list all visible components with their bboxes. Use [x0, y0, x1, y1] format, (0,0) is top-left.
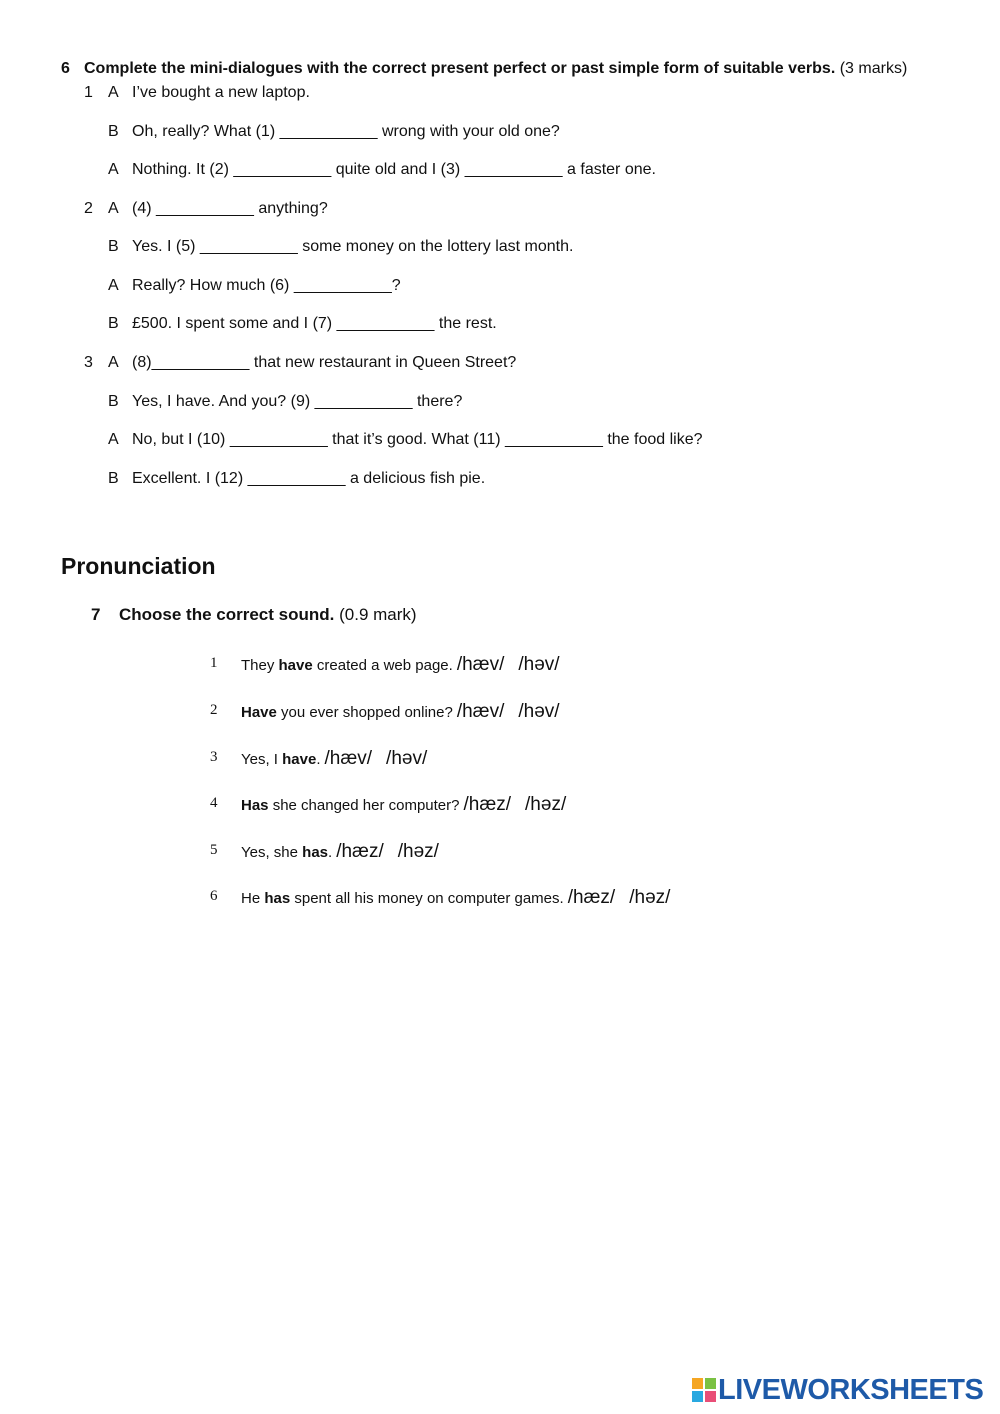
dialogue-text-continued: a delicious fish pie. — [345, 470, 486, 487]
sound-option[interactable]: /hæz/ — [567, 887, 616, 908]
dialogue-text-continued: a faster one. — [562, 161, 656, 178]
dialogue-text-continued: there? — [412, 393, 463, 410]
speaker-label: A — [108, 277, 119, 294]
exercise-marks: (3 marks) — [839, 60, 908, 77]
speaker-label: B — [108, 123, 119, 140]
answer-blank[interactable]: ___________ — [199, 238, 298, 255]
dialogue-text — [132, 354, 516, 372]
dialogue-text-start: No, but I (10) — [132, 431, 230, 448]
sound-option[interactable]: /hæv/ — [456, 654, 505, 675]
target-word: Has — [241, 797, 269, 814]
dialogue-number: 3 — [84, 354, 93, 371]
sentence-start: Yes, she — [241, 844, 303, 861]
dialogue-text — [132, 470, 485, 488]
dialogue-text-start: £500. I spent some and I (7) — [132, 315, 337, 332]
exercise-number: 6 — [61, 60, 70, 77]
item-sentence — [241, 887, 670, 909]
exercise-7-title — [91, 605, 417, 625]
sound-option[interactable]: /hæz/ — [336, 841, 384, 862]
dialogue-text — [132, 84, 310, 102]
dialogue-text-start: I’ve bought a new laptop. — [132, 84, 310, 101]
answer-blank[interactable]: ___________ — [314, 393, 413, 410]
sound-option[interactable]: /hæv/ — [324, 748, 373, 769]
answer-blank[interactable]: ___________ — [505, 431, 603, 448]
speaker-label: A — [108, 431, 119, 448]
speaker-label: A — [108, 161, 119, 178]
sentence-start: He — [241, 890, 265, 907]
item-sentence — [241, 654, 560, 676]
dialogue-text — [132, 238, 573, 256]
item-number: 3 — [210, 749, 218, 765]
exercise-6-title — [61, 60, 907, 78]
answer-blank[interactable]: ___________ — [293, 277, 392, 294]
dialogue-text — [132, 161, 656, 179]
target-word: has — [264, 890, 291, 907]
dialogue-text-continued: that it’s good. What (11) — [327, 431, 505, 448]
dialogue-text-continued: anything? — [253, 200, 328, 217]
dialogue-number: 2 — [84, 200, 93, 217]
answer-blank[interactable]: ___________ — [336, 315, 435, 332]
sound-option[interactable]: /hæz/ — [463, 794, 512, 815]
dialogue-text-continued: wrong with your old one? — [377, 123, 560, 140]
item-sentence — [241, 841, 439, 863]
speaker-label: A — [108, 200, 119, 217]
item-sentence — [241, 748, 427, 770]
answer-blank[interactable]: ___________ — [151, 354, 250, 371]
target-word: Have — [241, 704, 277, 721]
exercise-instruction: Complete the mini-dialogues with the correct present perfect or past simple form of suitable verbs. — [84, 60, 836, 77]
dialogue-text — [132, 431, 703, 449]
dialogue-text — [132, 315, 497, 333]
sound-option[interactable]: /həz/ — [397, 841, 439, 862]
dialogue-text — [132, 200, 328, 218]
item-number: 2 — [210, 702, 218, 718]
sound-option[interactable]: /həv/ — [386, 748, 428, 769]
answer-blank[interactable]: ___________ — [156, 200, 254, 217]
dialogue-text — [132, 277, 401, 295]
dialogue-text-continued: quite old and I (3) — [331, 161, 465, 178]
answer-blank[interactable]: ___________ — [279, 123, 378, 140]
answer-blank[interactable]: ___________ — [229, 431, 328, 448]
exercise-marks: (0.9 mark) — [339, 605, 417, 624]
speaker-label: B — [108, 315, 119, 332]
sentence-start: Yes, I — [241, 751, 283, 768]
item-number: 4 — [210, 795, 218, 811]
dialogue-text-start: (4) — [132, 200, 156, 217]
target-word: have — [278, 657, 313, 674]
sound-option[interactable]: /həz/ — [629, 887, 671, 908]
item-sentence — [241, 794, 566, 816]
speaker-label: A — [108, 84, 119, 101]
dialogue-text-continued: some money on the lottery last month. — [297, 238, 574, 255]
logo-text: LIVEWORKSHEETS — [718, 1374, 984, 1406]
dialogue-text-start: Excellent. I (12) — [132, 470, 248, 487]
sound-option[interactable]: /həz/ — [525, 794, 567, 815]
sound-option[interactable]: /həv/ — [518, 654, 560, 675]
sentence-end: . — [316, 751, 321, 768]
sentence-end: you ever shopped online? — [276, 704, 453, 721]
answer-blank[interactable]: ___________ — [464, 161, 563, 178]
dialogue-text — [132, 393, 462, 411]
dialogue-number: 1 — [84, 84, 93, 101]
section-heading: Pronunciation — [61, 553, 216, 579]
dialogue-text-start: Oh, really? What (1) — [132, 123, 280, 140]
dialogue-text-start: Yes. I (5) — [132, 238, 200, 255]
speaker-label: B — [108, 393, 119, 410]
dialogue-text-continued: the food like? — [602, 431, 703, 448]
dialogue-text-start: Yes, I have. And you? (9) — [132, 393, 315, 410]
speaker-label: B — [108, 470, 119, 487]
dialogue-text-start: Nothing. It (2) — [132, 161, 234, 178]
dialogue-text-continued: that new restaurant in Queen Street? — [249, 354, 517, 371]
sound-option[interactable]: /hæv/ — [456, 701, 505, 722]
sound-option[interactable]: /həv/ — [518, 701, 560, 722]
logo-mark-icon — [692, 1378, 716, 1402]
item-number: 6 — [210, 888, 218, 904]
item-number: 5 — [210, 842, 218, 858]
exercise-number: 7 — [91, 605, 101, 624]
dialogue-text-start: Really? How much (6) — [132, 277, 294, 294]
dialogue-text-continued: ? — [391, 277, 401, 294]
dialogue-text-start: (8) — [132, 354, 152, 371]
speaker-label: B — [108, 238, 119, 255]
exercise-instruction: Choose the correct sound. — [119, 605, 335, 624]
sentence-end: she changed her computer? — [268, 797, 460, 814]
dialogue-text — [132, 123, 560, 141]
speaker-label: A — [108, 354, 119, 371]
item-number: 1 — [210, 655, 218, 671]
sentence-end: created a web page. — [312, 657, 453, 674]
answer-blank[interactable]: ___________ — [233, 161, 332, 178]
target-word: has — [302, 844, 329, 861]
sentence-start: They — [241, 657, 279, 674]
item-sentence — [241, 701, 560, 723]
target-word: have — [282, 751, 317, 768]
sentence-end: spent all his money on computer games. — [290, 890, 564, 907]
sentence-end: . — [328, 844, 333, 861]
answer-blank[interactable]: ___________ — [247, 470, 346, 487]
dialogue-text-continued: the rest. — [434, 315, 497, 332]
